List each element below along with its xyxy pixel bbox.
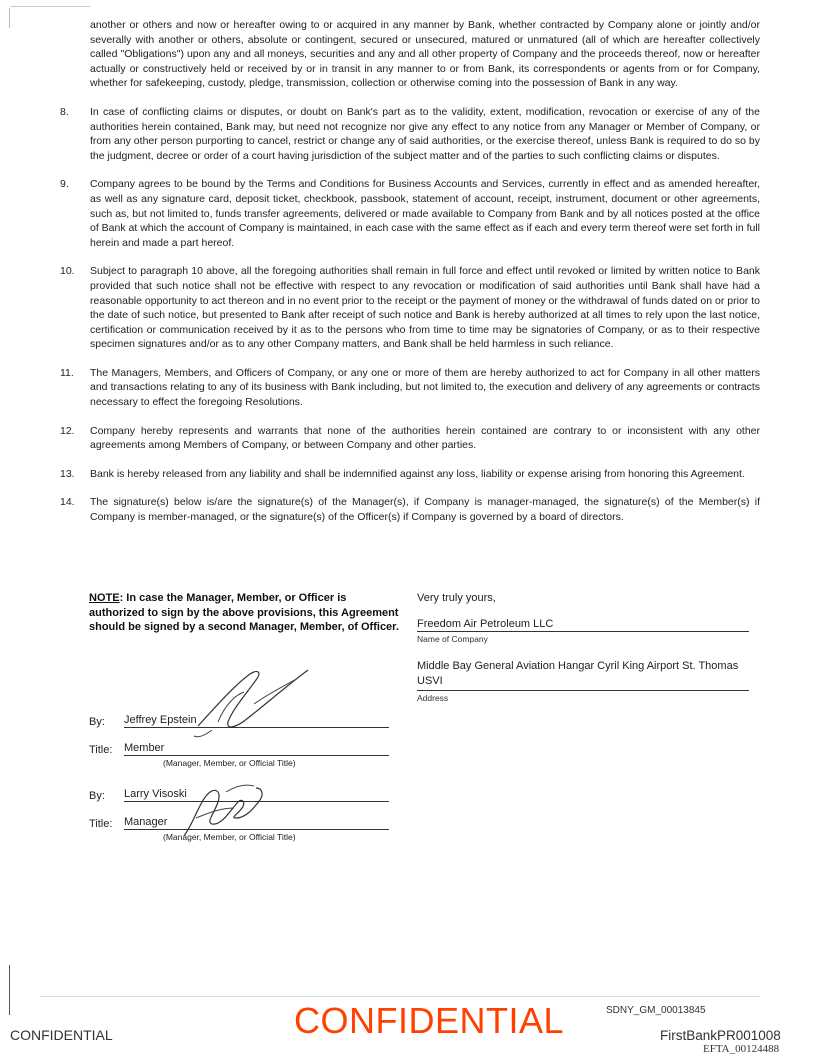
signer-2-by-row (89, 780, 389, 802)
scan-edge-left (9, 8, 10, 28)
clause-9 (60, 177, 760, 250)
clause-text: Subject to paragraph 10 above, all the foregoing authorities shall remain in full force and effect until revoked or limited by written notice to Bank provided that such notice shall not be effective with respect to any revocation or modification of said authorities until Bank shall have had a reasonable opportunity to act thereon and in no event prior to the receipt or the payment of money or the withdrawal of funds dated on or prior to the date of such notice, but presented to Bank after receipt of such notice and Bank is hereby authorized at all times to rely upon the last notice, certification or communication received by it as to the persons who from time to time may be signatories of Company, or as to their respective specimen signatures and/or as to any other Company matters, and Bank shall be held harmless in such reliance. (90, 265, 760, 351)
clause-text: In case of conflicting claims or disputes, or doubt on Bank's part as to the validity, extent, modification, revocation or exercise of any of the authorities herein contained, Bank may, but need not recognize nor give any effect to any notice from any Manager or Member of Company, or from any other person purporting to cancel, restrict or change any of said authorities, or the exercise thereof, unless Bank is required to do so by the judgment, decree or order of a court having jurisdiction of the subject matter and of the parties to such conflicting claims or disputes. (90, 105, 760, 162)
company-name: Freedom Air Petroleum LLC (417, 618, 749, 632)
clause-text: Company hereby represents and warrants that none of the authorities herein contained are contrary to or inconsistent with any other agreements among Members of Company, or between Company and other parties. (90, 424, 760, 452)
footer-divider (40, 996, 760, 997)
signer-2-title: Manager (124, 816, 389, 830)
note-text: : In case the Manager, Member, or Officer is authorized to sign by the above provisions, this Agreement should be signed by a second Manager, Member, of Officer. (89, 592, 399, 633)
by-label: By: (89, 716, 105, 728)
closing-block (417, 592, 749, 703)
closing-salutation: Very truly yours, (417, 592, 496, 604)
company-address-caption: Address (417, 693, 449, 703)
signer-1-title: Member (124, 742, 389, 756)
bates-number-efta: EFTA_00124488 (703, 1043, 780, 1055)
clause-text: Company agrees to be bound by the Terms and Conditions for Business Accounts and Services, currently in effect and as amended hereafter, as well as any signature card, deposit ticket, checkbook, passbook, statement of account, receipt, instrument, document or other agreements, such as, but not limited to, funds transfer agreements, delivered or made available to Company from Bank and by all notices posted at the office of Bank at which the account of Company is maintained, in each case with the same effect as if each and every term thereof were set forth in full herein and made a part hereof. (90, 178, 760, 249)
clause-text: The signature(s) below is/are the signature(s) of the Manager(s), if Company is manager-managed, the signature(s) of the Member(s) if Company is member-managed, or the signature(s) of the Officer(s) if Company is governed by a board of directors. (90, 496, 760, 524)
signer-2-title-caption: (Manager, Member, or Official Title) (163, 832, 296, 842)
clause-text: Bank is hereby released from any liability and shall be indemnified against any loss, liability or expense arising from honoring this Agreement. (90, 467, 745, 480)
signer-1-name: Jeffrey Epstein (124, 714, 389, 728)
company-name-caption: Name of Company (417, 634, 488, 644)
signer-1-by-row (89, 706, 389, 728)
signer-1-title-row (89, 734, 389, 756)
signer-2-title-row (89, 808, 389, 830)
clause-11 (60, 366, 760, 410)
clause-number: 14. (60, 496, 75, 509)
clause-text: The Managers, Members, and Officers of Company, or any one or more of them are hereby authorized to act for Company in all other matters and transactions relating to any of its business with Bank including, but not limited to, the execution and delivery of any agreements or contracts necessary to effect the foregoing Resolutions. (90, 366, 760, 409)
by-label: By: (89, 790, 105, 802)
clause-number: 11. (60, 366, 74, 379)
clause-number: 13. (60, 467, 75, 480)
signer-2-name: Larry Visoski (124, 788, 389, 802)
confidential-stamp: CONFIDENTIAL (294, 1000, 565, 1041)
continuation-paragraph: another or others and now or hereafter owing to or acquired in any manner by Bank, whether contracted by Company alone or jointly and/or severally with another or others, absolute or contingent, secured or unsecured, matured or unmatured (all of which are hereafter collectively called "Obligations") upon any and all moneys, securities and any and all other property of Company and the proceeds thereof, now or hereafter actually or constructively held or received by or in transit in any manner to or from Bank, its correspondents or agents from or for Company, whether for safekeeping, custody, pledge, transmission, collection or otherwise coming into the possession of Bank in any way. (90, 19, 760, 90)
title-label: Title: (89, 744, 113, 756)
bates-number-firstbank: FirstBankPR001008 (660, 1028, 781, 1043)
clause-13 (60, 467, 760, 482)
signature-block (89, 706, 389, 854)
clause-14 (60, 495, 760, 524)
clause-number: 8. (60, 105, 69, 118)
scan-edge-top (10, 6, 90, 7)
note-label: NOTE (89, 592, 120, 604)
clause-number: 12. (60, 424, 75, 437)
clause-8 (60, 105, 760, 163)
clause-10 (60, 264, 760, 352)
signing-note (89, 591, 399, 635)
footer-confidential-label: CONFIDENTIAL (10, 1027, 113, 1043)
clause-number: 9. (60, 178, 69, 191)
signer-1-title-caption: (Manager, Member, or Official Title) (163, 758, 296, 768)
company-address: Middle Bay General Aviation Hangar Cyril King Airport St. Thomas USVI (417, 659, 749, 691)
clause-number: 10. (60, 265, 75, 278)
title-label: Title: (89, 818, 113, 830)
clause-12 (60, 424, 760, 453)
bates-number-sdny: SDNY_GM_00013845 (606, 1005, 706, 1016)
agreement-body (60, 18, 760, 539)
scan-edge-left-lower (9, 965, 10, 1015)
